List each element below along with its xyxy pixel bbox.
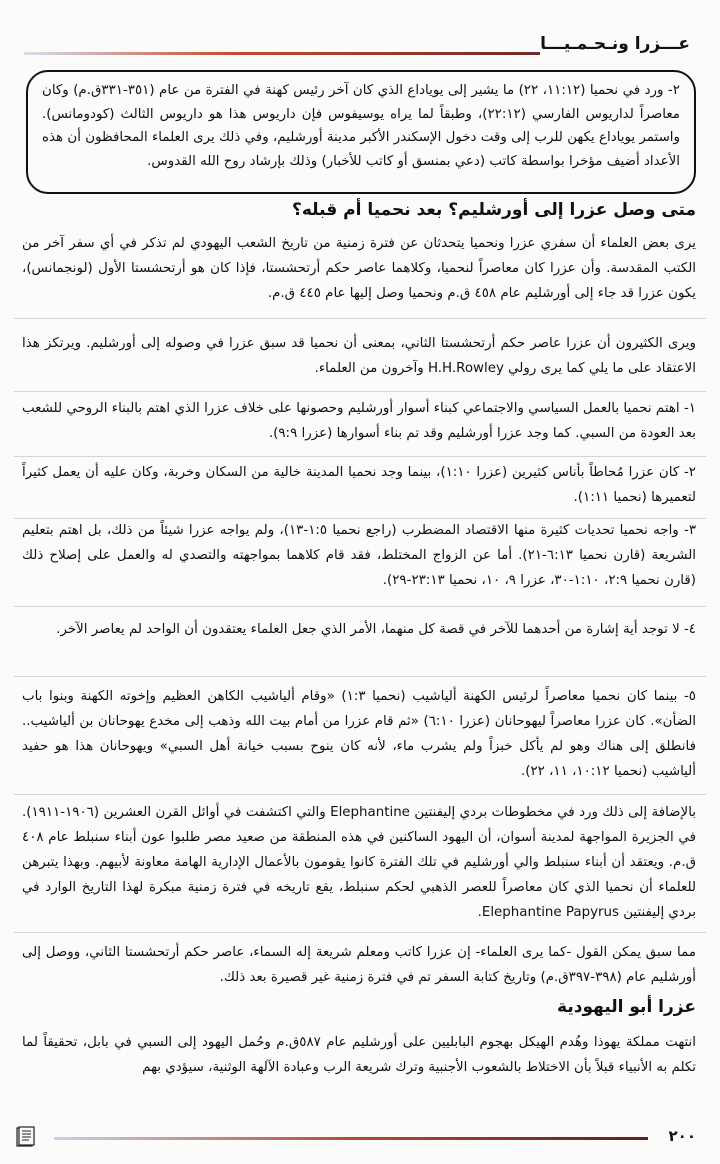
paragraph: ٤- لا توجد أية إشارة من أحدهما للآخر في قصة كل منهما، الأمر الذي جعل العلماء يعتقدون أن الواحد لم يعاصر الآخر. xyxy=(56,622,696,637)
divider xyxy=(14,932,706,933)
section-heading: عزرا أبو اليهودية xyxy=(557,997,696,1017)
paragraph: ٥- بينما كان نحميا معاصراً لرئيس الكهنة ألياشيب (نحميا ١:٣) «وقام ألياشيب الكاهن العظيم وإخوته الكهنة وبنوا باب الضأن». كان عزرا معاصراً ليهوحانان (عزرا ٦:١٠) «ثم قام عزرا من أمام بيت الله وذهب إلى مخدع يهوحانان بن ألياشيب.. فانطلق إلى هناك وهو لم يأكل خبزاً ولم يشرب ماء، لأنه كان ينوح بسبب خيانة أهل السبي» ويهوحانان هذا هو حفيد ألياشيب (نحميا ١٠:١٢، ١١، ٢٢). xyxy=(22,689,696,779)
divider xyxy=(14,794,706,795)
paragraph: ويرى الكثيرون أن عزرا عاصر حكم أرتحشستا الثاني، بمعنى أن نحميا قد سبق عزرا في وصوله إلى أورشليم. ويرتكز هذا الاعتقاد على ما يلي كما يرى رولي H.H.Rowley وآخرون من العلماء. xyxy=(22,336,696,376)
running-header xyxy=(24,34,690,64)
divider xyxy=(14,391,706,392)
divider xyxy=(14,606,706,607)
section-heading: متى وصل عزرا إلى أورشليم؟ بعد نحميا أم قبله؟ xyxy=(292,200,696,220)
header-rule xyxy=(24,52,540,55)
running-title: عـــزرا ونـحـمـيـــا xyxy=(540,34,690,54)
paragraph: يرى بعض العلماء أن سفري عزرا ونحميا يتحدثان عن فترة زمنية من تاريخ الشعب اليهودي لم تذكر في أي سفر آخر من الكتب المقدسة. وأن عزرا كان معاصراً لنحميا، وكلاهما عاصر حكم أرتحشستا، فإذا كان هو أرتحشستا الأول (لونجمانس)، يكون عزرا قد جاء إلى أورشليم عام ٤٥٨ ق.م ونحميا وصل إليها عام ٤٤٥ ق.م. xyxy=(22,236,696,301)
book-stack-icon xyxy=(14,1125,36,1149)
footnote-box: ٢- ورد في نحميا (١١:١٢، ٢٢) ما يشير إلى يوياداع الذي كان آخر رئيس كهنة في الفترة من عام (٣٥١-٣٣١ق.م) وكان معاصراً لداريوس الفارسي (٢٢:١٢)، وطبقاً لما يراه يوسيفوس فإن داريوس هذا هو داريوس الثالث (كودومانس). واستمر يوياداع يكهن للرب إلى وقت دخول الإسكندر الأكبر مدينة أورشليم، وفي ذلك يرى العلماء المحافظون أن هذه الأعداد أضيف مؤخرا بواسطة كاتب (دعي بمنسق أو كاتب للأخبار) وذلك بإرشاد روح الله القدوس. xyxy=(26,70,696,194)
paragraph: انتهت مملكة يهوذا وهُدم الهيكل بهجوم البابليين على أورشليم عام ٥٨٧ق.م وحُمل اليهود إلى السبي في بابل، تحقيقاً لما تكلم به الأنبياء قبلاً بأن الاختلاط بالشعوب الأجنبية وترك شريعة الرب وعبادة الآلهة الوثنية، سيؤدي بهم xyxy=(22,1035,696,1075)
paragraph: ٢- كان عزرا مُحاطاً بأناس كثيرين (عزرا ١:١٠)، بينما وجد نحميا المدينة خالية من السكان وخربة، وكان عليه أن يعمل كثيراً لتعميرها (نحميا ١:١١). xyxy=(22,465,696,505)
divider xyxy=(14,456,706,457)
paragraph: ٣- واجه نحميا تحديات كثيرة منها الاقتصاد المضطرب (راجع نحميا ١:٥-١٣)، ولم يواجه عزرا شيئاً من ذلك، بل اهتم بتعليم الشريعة (قارن نحميا ٦:١٣-٢١). أما عن الزواج المختلط، فقد قام كلاهما بمواجهته والتصدي له والعمل على إصلاح ذلك (قارن نحميا ٢:٩، ١:١٠-٣٠، عزرا ٩، ١٠، نحميا ٢٣:١٣-٢٩). xyxy=(22,523,696,588)
page-footer xyxy=(14,1125,696,1151)
footer-rule xyxy=(54,1137,648,1140)
paragraph: بالإضافة إلى ذلك ورد في مخطوطات بردي إليفنتين Elephantine والتي اكتشفت في أوائل القرن العشرين (١٩٠٦-١٩١١). في الجزيرة المواجهة لمدينة أسوان، أن اليهود الساكنين في هذه المنطقة من صعيد مصر طلبوا عون أبناء سنبلط عام ٤٠٨ ق.م. ويعتقد أن أبناء سنبلط والي أورشليم في تلك الفترة كانوا يقومون بالأعمال الإدارية الهامة معاونة لأبيهم. وبهذا يتبرهن للعلماء أن نحميا الذي كان معاصراً للعصر الذهبي لحكم سنبلط، يقع تاريخه في فترة زمنية مبكرة لهذا التاريخ الوارد في بردي إليفنتين Elephantine Papyrus. xyxy=(22,805,696,920)
divider xyxy=(14,676,706,677)
paragraph: مما سبق يمكن القول -كما يرى العلماء- إن عزرا كاتب ومعلم شريعة إله السماء، عاصر حكم أرتحشستا الثاني، ووصل إلى أورشليم عام (٣٩٨-٣٩٧ق.م) وتاريخ كتابة السفر تم في فترة زمنية غير قصيرة بعد ذلك. xyxy=(22,945,696,985)
divider xyxy=(14,318,706,319)
paragraph: ١- اهتم نحميا بالعمل السياسي والاجتماعي كبناء أسوار أورشليم وحصونها على خلاف عزرا الذي اهتم بالبناء الروحي للشعب بعد العودة من السبي. كما وجد عزرا أورشليم وقد تم بناء أسوارها (عزرا ٩:٩). xyxy=(22,401,696,441)
page-number: ٢٠٠ xyxy=(668,1127,696,1145)
